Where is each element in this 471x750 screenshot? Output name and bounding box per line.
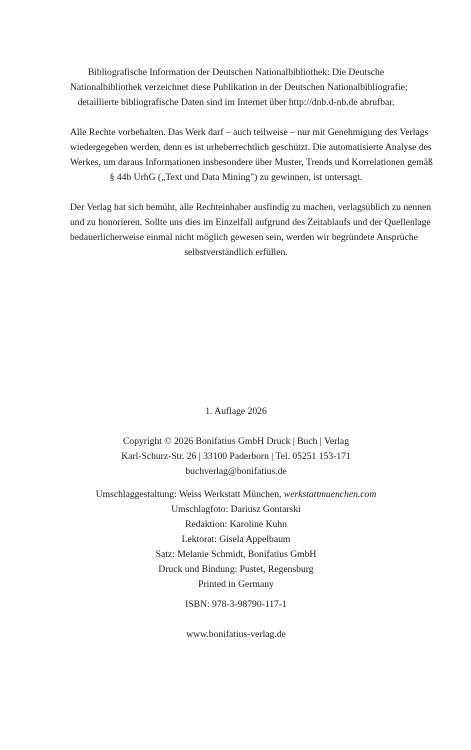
- proofreading-line: Lektorat: Gisela Appelbaum: [181, 534, 291, 545]
- notice-line: Der Verlag hat sich bemüht, alle Rechteinhaber ausfindig zu machen, verlagsüblich zu nennen: [70, 202, 432, 213]
- website-text: www.bonifatius-verlag.de: [186, 629, 286, 640]
- credits: [70, 487, 402, 592]
- rights-line: wiedergegeben werden, denn es ist urheberrechtlich geschützt. Die automatisierte Analyse des: [70, 142, 432, 153]
- rights-notice: [70, 125, 433, 185]
- isbn-text: ISBN: 978-3-98790-117-1: [185, 599, 287, 610]
- bibliographic-line: Nationalbibliothek verzeichnet diese Publikation in der Deutschen Nationalbibliografie;: [70, 82, 408, 93]
- editing-line: Redaktion: Karoline Kuhn: [185, 519, 287, 530]
- email-line: buchverlag@bonifatius.de: [185, 466, 287, 477]
- notice-line: bedauerlicherweise einmal nicht möglich gewesen sein, werden wir begründete Ansprüche: [70, 232, 418, 243]
- copyright-line: Copyright © 2026 Bonifatius GmbH Druck | Buch | Verlag: [123, 436, 349, 447]
- publisher-info: [70, 434, 402, 479]
- cover-design-line: [70, 487, 402, 502]
- rightsholder-notice: [70, 200, 432, 260]
- cover-photo-line: Umschlagfoto: Dariusz Gontarski: [171, 504, 301, 515]
- edition-text: 1. Auflage 2026: [205, 406, 267, 417]
- rights-line: Alle Rechte vorbehalten. Das Werk darf – auch teilweise – nur mit Genehmigung des Verlags: [70, 127, 429, 138]
- isbn: [70, 597, 402, 612]
- printed-in-line: Printed in Germany: [198, 579, 274, 590]
- bibliographic-information: [70, 65, 408, 110]
- cover-design-label: Umschlaggestaltung: Weiss Werkstatt München,: [95, 489, 284, 500]
- edition: [70, 404, 402, 419]
- bibliographic-line: detaillierte bibliografische Daten sind im Internet über http://dnb.d-nb.de abrufbar.: [77, 97, 395, 108]
- printing-line: Druck und Bindung: Pustet, Regensburg: [158, 564, 314, 575]
- notice-line: selbstverständlich erfüllen.: [184, 247, 288, 258]
- rights-line: Werkes, um daraus Informationen insbesondere über Muster, Trends und Korrelationen gemäß: [70, 157, 433, 168]
- cover-design-url: werkstattmuenchen.com: [283, 489, 377, 500]
- typesetting-line: Satz: Melanie Schmidt, Bonifatius GmbH: [155, 549, 317, 560]
- notice-line: und zu honorieren. Sollte uns dies im Einzelfall aufgrund des Zeitablaufs und der Quellenlage: [70, 217, 431, 228]
- address-line: Karl-Schurz-Str. 26 | 33100 Paderborn | Tel. 05251 153-171: [121, 451, 351, 462]
- bibliographic-line: Bibliografische Information der Deutschen Nationalbibliothek: Die Deutsche: [87, 67, 385, 78]
- website: [70, 627, 402, 642]
- rights-line: § 44b UrhG („Text und Data Mining") zu gewinnen, ist untersagt.: [109, 172, 363, 183]
